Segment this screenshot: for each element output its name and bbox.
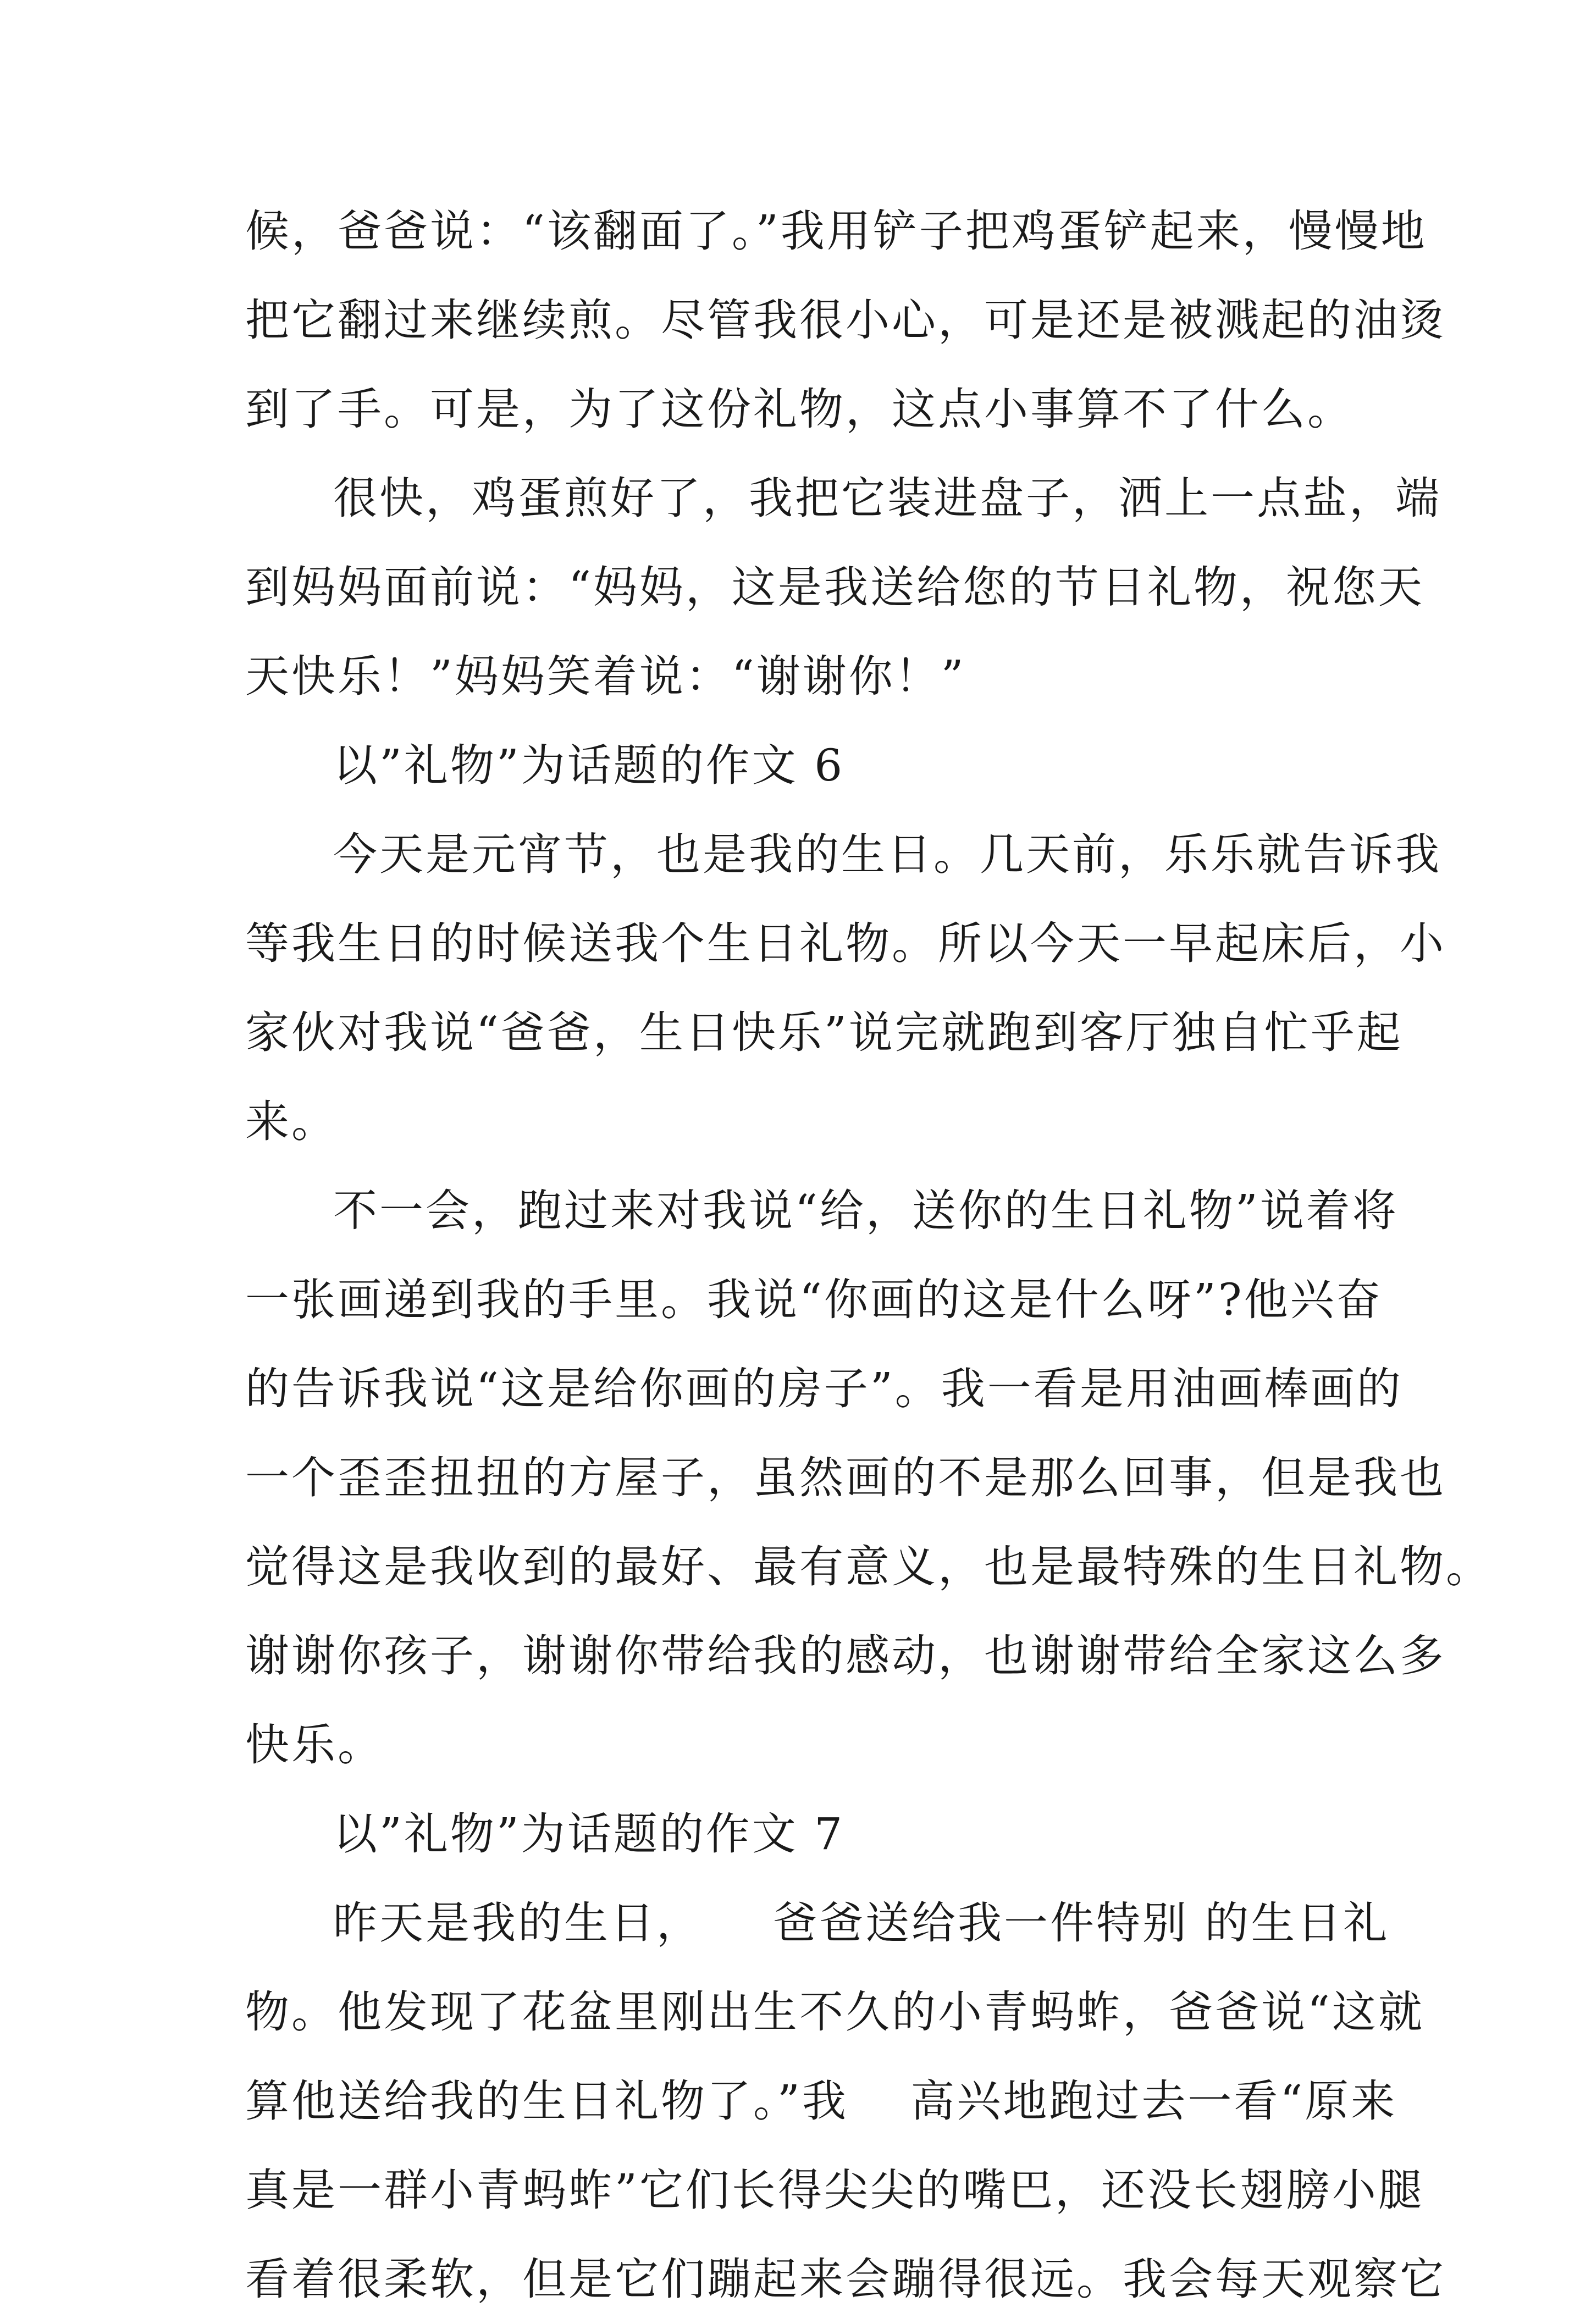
essay-heading-6: 以”礼物”为话题的作文 6 bbox=[333, 740, 845, 791]
text-line: 算他送给我的生日礼物了。”我 高兴地跑过去一看“原来 bbox=[245, 2076, 1397, 2127]
text-line: 快乐。 bbox=[245, 1719, 384, 1770]
text-line: 的告诉我说“这是给你画的房子”。我一看是用油画棒画的 bbox=[245, 1363, 1403, 1414]
text-line: 家伙对我说“爸爸，生日快乐”说完就跑到客厅独自忙乎起 bbox=[245, 1007, 1403, 1058]
paragraph-start-line: 昨天是我的生日， 爸爸送给我一件特别 的生日礼 bbox=[333, 1897, 1390, 1949]
text-line: 觉得这是我收到的最好、最有意义，也是最特殊的生日礼物。 bbox=[245, 1541, 1492, 1592]
text-line: 看着很柔软，但是它们蹦起来会蹦得很远。我会每天观察它 bbox=[245, 2254, 1446, 2305]
text-line: 物。他发现了花盆里刚出生不久的小青蚂蚱，爸爸说“这就 bbox=[245, 1987, 1424, 2038]
text-line: 一个歪歪扭扭的方屋子，虽然画的不是那么回事，但是我也 bbox=[245, 1452, 1446, 1503]
text-line: 等我生日的时候送我个生日礼物。所以今天一早起床后，小 bbox=[245, 918, 1446, 969]
text-line: 天快乐！”妈妈笑着说：“谢谢你！” bbox=[245, 651, 966, 702]
text-line: 到了手。可是，为了这份礼物，这点小事算不了什么。 bbox=[245, 384, 1354, 435]
essay-heading-7: 以”礼物”为话题的作文 7 bbox=[333, 1808, 845, 1860]
text-line: 把它翻过来继续煎。尽管我很小心，可是还是被溅起的油烫 bbox=[245, 295, 1446, 346]
text-line: 到妈妈面前说：“妈妈，这是我送给您的节日礼物，祝您天 bbox=[245, 562, 1424, 613]
text-line: 一张画递到我的手里。我说“你画的这是什么呀”?他兴奋 bbox=[245, 1274, 1383, 1325]
text-line: 真是一群小青蚂蚱”它们长得尖尖的嘴巴，还没长翅膀小腿 bbox=[245, 2165, 1424, 2216]
text-line: 候，爸爸说：“该翻面了。”我用铲子把鸡蛋铲起来，慢慢地 bbox=[245, 206, 1427, 257]
text-line: 谢谢你孩子，谢谢你带给我的感动，也谢谢带给全家这么多 bbox=[245, 1630, 1446, 1681]
paragraph-start-line: 很快，鸡蛋煎好了，我把它装进盘子，洒上一点盐，端 bbox=[333, 473, 1441, 524]
paragraph-start-line: 不一会，跑过来对我说“给，送你的生日礼物”说着将 bbox=[333, 1185, 1399, 1236]
text-line: 来。 bbox=[245, 1096, 338, 1147]
essay-body bbox=[245, 187, 1492, 2324]
paragraph-start-line: 今天是元宵节，也是我的生日。几天前，乐乐就告诉我 bbox=[333, 829, 1441, 880]
